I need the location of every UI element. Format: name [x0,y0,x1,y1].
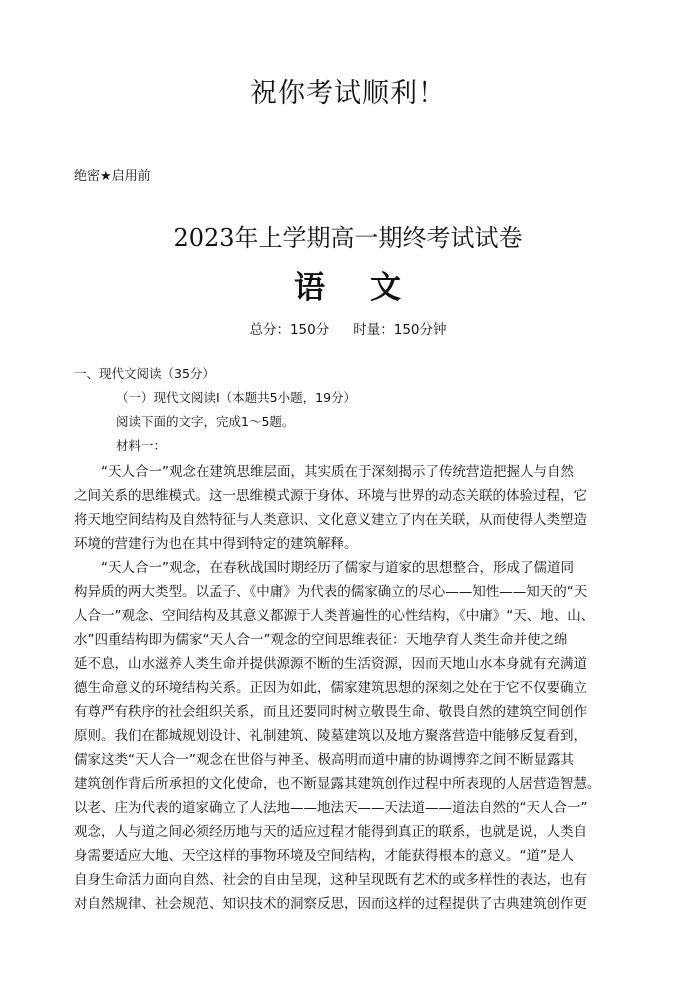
passage-line: 对自然规律、社会规范、知识技术的洞察反思，因而这样的过程提供了古典建筑创作更 [74,896,587,912]
passage-line: 以老、庄为代表的道家确立了人法地——地法天——天法道——道法自然的“天人合一” [74,800,588,816]
passage-line: 构异质的两大类型。以孟子、《中庸》为代表的儒家确立的尽心——知性——知天的“天 [74,584,588,600]
exam-title: 2023年上学期高一期终考试试卷 [173,224,523,252]
passage-line: 水”四重结构即为儒家“天人合一”观念的空间思维表征：天地孕育人类生命并使之绵 [74,632,568,648]
passage-line: 观念，人与道之间必须经历地与天的适应过程才能得到真正的联系，也就是说，人类自 [74,824,587,840]
passage-line: 建筑创作背后所承担的文化使命，也不断显露其建筑创作过程中所表现的人居营造智慧。 [74,776,601,792]
total-score: 总分：150分 [249,322,330,338]
material-label: 材料一： [116,438,167,453]
confidential-label: 绝密★启用前 [74,169,151,184]
passage-line: 人合一”观念、空间结构及其意义都源于人类普遍性的心性结构，《中庸》“天、地、山、 [74,608,595,624]
passage-line: 原则。我们在都城规划设计、礼制建筑、陵墓建筑以及地方聚落营造中能够反复看到， [74,728,587,744]
exam-meta [0,320,696,340]
passage-text [74,460,630,916]
subject-title [0,268,696,308]
good-luck-banner: 祝你考试顺利！ [250,78,446,109]
subject-char-2: 文 [370,270,402,306]
subsection-heading: （一）现代文阅读Ⅰ（本题共5小题，19分） [116,390,357,405]
passage-line: “天人合一”观念，在春秋战国时期经历了儒家与道家的思想整合，形成了儒道同 [101,560,574,576]
passage-line: 将天地空间结构及自然特征与人类意识、文化意义建立了内在关联，从而使得人类塑造 [74,512,587,528]
passage-line: 之间关系的思维模式。这一思维模式源于身体、环境与世界的动态关联的体验过程，它 [74,488,587,504]
passage-line: 有尊严有秩序的社会组织关系，而且还要同时树立敬畏生命、敬畏自然的建筑空间创作 [74,704,587,720]
duration: 时量：150分钟 [353,322,447,338]
section-heading: 一、现代文阅读（35分） [74,366,215,381]
passage-line: 身需要适应大地、天空这样的事物环境及空间结构，才能获得根本的意义。“道”是人 [74,848,574,864]
passage-line: “天人合一”观念在建筑思维层面，其实质在于深刻揭示了传统营造把握人与自然 [101,464,574,480]
passage-line: 德生命意义的环境结构关系。正因为如此，儒家建筑思想的深刻之处在于它不仅要确立 [74,680,587,696]
passage-line: 儒家这类“天人合一”观念在世俗与神圣、极高明而道中庸的协调博弈之间不断显露其 [74,752,574,768]
reading-instruction: 阅读下面的文字，完成1～5题。 [116,414,295,429]
passage-line: 自身生命活力面向自然、社会的自由呈现，这种呈现既有艺术的或多样性的表达，也有 [74,872,587,888]
passage-line: 环境的营建行为也在其中得到特定的建筑解释。 [74,536,358,552]
passage-line: 延不息，山水滋养人类生命并提供源源不断的生活资源，因而天地山水本身就有充满道 [74,656,587,672]
subject-char-1: 语 [294,270,326,306]
